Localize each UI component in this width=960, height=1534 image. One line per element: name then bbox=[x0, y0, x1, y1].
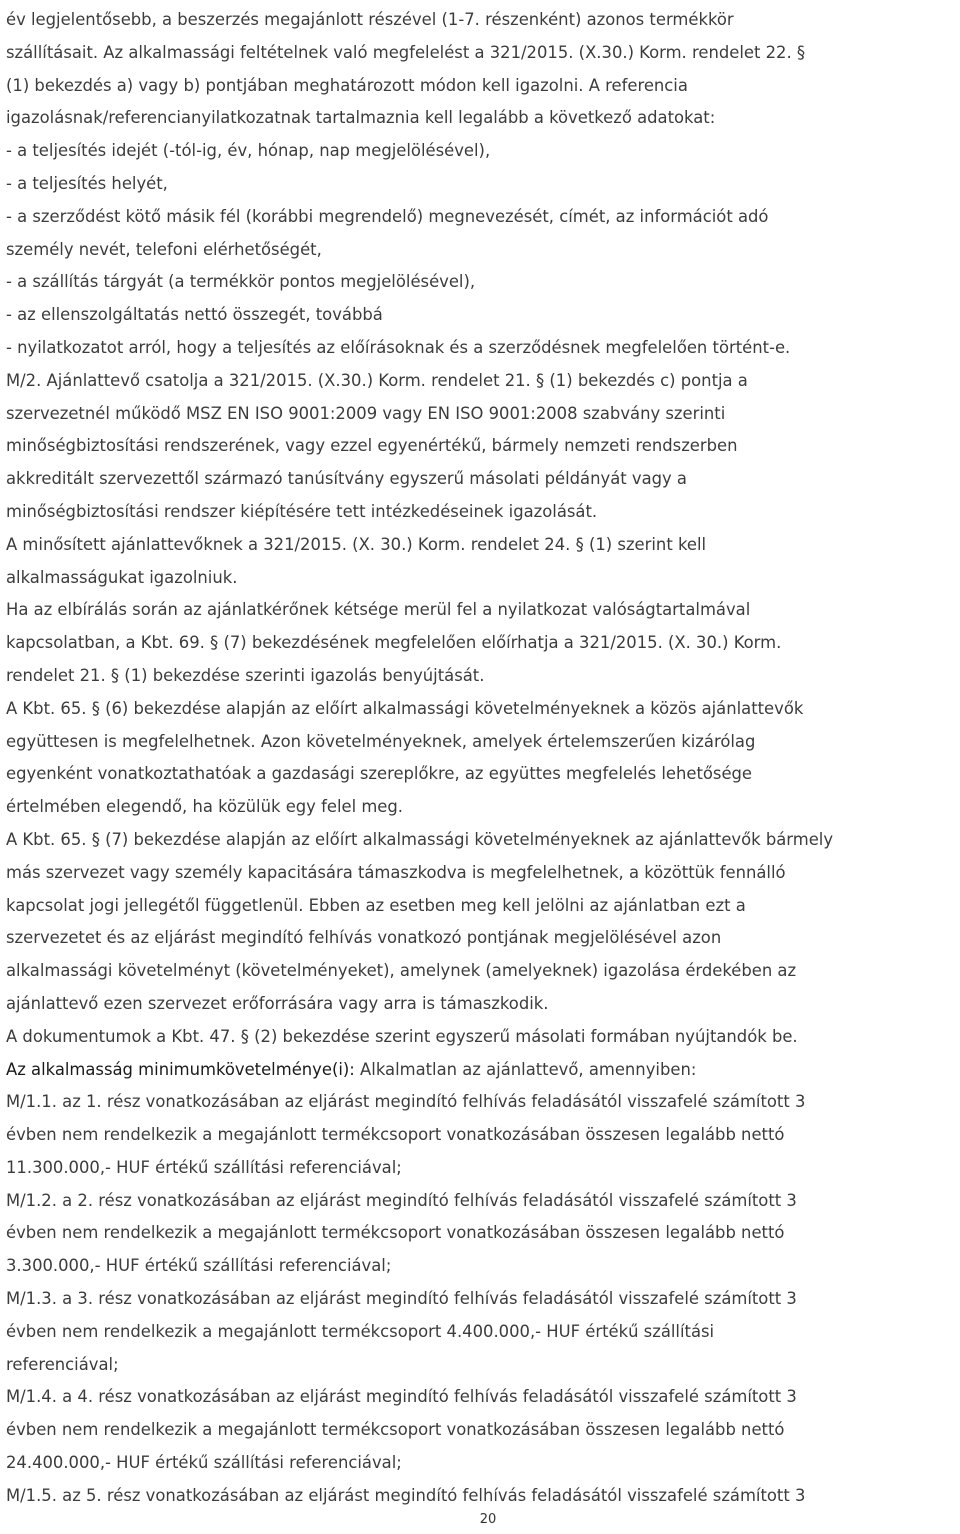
requirements-heading: Az alkalmasság minimumkövetelménye(i): bbox=[6, 1059, 355, 1079]
text-line: - a teljesítés helyét, bbox=[6, 173, 168, 193]
text-line: szervezetet és az eljárást megindító felhívás vonatkozó pontjának megjelölésével azon bbox=[6, 928, 722, 948]
text-line: egyenként vonatkoztathatóak a gazdasági szereplőkre, az együttes megfelelés lehetősége bbox=[6, 764, 753, 784]
text-line: - nyilatkozatot arról, hogy a teljesítés az előírásoknak és a szerződésnek megfelelően történt-e. bbox=[6, 337, 791, 357]
text-line: év legjelentősebb, a beszerzés megajánlott részével (1-7. részenként) azonos termékkör bbox=[6, 10, 734, 29]
text-line: M/1.4. a 4. rész vonatkozásában az eljárást megindító felhívás feladásától visszafelé számított 3 bbox=[6, 1387, 797, 1407]
text-line: rendelet 21. § (1) bekezdése szerinti igazolás benyújtását. bbox=[6, 665, 485, 685]
text-line: értelmében elegendő, ha közülük egy felel meg. bbox=[6, 797, 404, 817]
page-number: 20 bbox=[479, 1512, 497, 1527]
text-line: M/1.1. az 1. rész vonatkozásában az eljárást megindító felhívás feladásától visszafelé számított 3 bbox=[6, 1092, 806, 1112]
text-line: személy nevét, telefoni elérhetőségét, bbox=[6, 239, 322, 259]
text-line: A Kbt. 65. § (6) bekezdése alapján az előírt alkalmassági követelményeknek a közös ajánlattevők bbox=[6, 698, 804, 718]
text-line: akkreditált szervezettől származó tanúsítvány egyszerű másolati példányát vagy a bbox=[6, 469, 687, 489]
text-line: évben nem rendelkezik a megajánlott termékcsoport 4.400.000,- HUF értékű szállítási bbox=[6, 1321, 715, 1341]
text-line: 11.300.000,- HUF értékű szállítási referenciával; bbox=[6, 1157, 402, 1177]
text-line: szervezetnél működő MSZ EN ISO 9001:2009 vagy EN ISO 9001:2008 szabvány szerinti bbox=[6, 403, 726, 423]
text-line: A minősített ajánlattevőknek a 321/2015. (X. 30.) Korm. rendelet 24. § (1) szerint kell bbox=[6, 534, 707, 554]
text-line: - az ellenszolgáltatás nettó összegét, továbbá bbox=[6, 305, 383, 325]
text-line: (1) bekezdés a) vagy b) pontjában meghatározott módon kell igazolni. A referencia bbox=[6, 75, 688, 95]
text-line: Ha az elbírálás során az ajánlatkérőnek kétsége merül fel a nyilatkozat valóságtartalmával bbox=[6, 600, 751, 620]
text-line: évben nem rendelkezik a megajánlott termékcsoport vonatkozásában összesen legalább nettó bbox=[6, 1420, 785, 1440]
text-line: évben nem rendelkezik a megajánlott termékcsoport vonatkozásában összesen legalább nettó bbox=[6, 1125, 785, 1145]
text-line: A Kbt. 65. § (7) bekezdése alapján az előírt alkalmassági követelményeknek az ajánlattevők bármely bbox=[6, 829, 834, 849]
text-line: kapcsolatban, a Kbt. 69. § (7) bekezdésének megfelelően előírhatja a 321/2015. (X. 30.) Korm. bbox=[6, 633, 782, 653]
text-line: igazolásnak/referencianyilatkozatnak tartalmaznia kell legalább a következő adatokat: bbox=[6, 108, 716, 128]
text-line: 24.400.000,- HUF értékű szállítási referenciával; bbox=[6, 1453, 402, 1473]
text-line: minőségbiztosítási rendszerének, vagy ezzel egyenértékű, bármely nemzeti rendszerben bbox=[6, 436, 738, 456]
text-line: minőségbiztosítási rendszer kiépítésére tett intézkedéseinek igazolását. bbox=[6, 501, 598, 521]
text-line: M/1.2. a 2. rész vonatkozásában az eljárást megindító felhívás feladásától visszafelé számított 3 bbox=[6, 1190, 797, 1210]
text-line: kapcsolat jogi jellegétől függetlenül. Ebben az esetben meg kell jelölni az ajánlatban ezt a bbox=[6, 895, 746, 915]
text-line: együttesen is megfelelhetnek. Azon követelményeknek, amelyek értelemszerűen kizárólag bbox=[6, 731, 756, 751]
requirements-heading-line bbox=[6, 1054, 958, 1087]
text-line: szállításait. Az alkalmassági feltételnek való megfelelést a 321/2015. (X.30.) Korm. rendelet 22. § bbox=[6, 42, 806, 62]
text-line: referenciával; bbox=[6, 1354, 119, 1374]
text-line: - a teljesítés idejét (-tól-ig, év, hónap, nap megjelölésével), bbox=[6, 141, 491, 161]
text-line: alkalmasságukat igazolniuk. bbox=[6, 567, 238, 587]
text-line: M/1.3. a 3. rész vonatkozásában az eljárást megindító felhívás feladásától visszafelé számított 3 bbox=[6, 1289, 797, 1309]
text-line: M/1.5. az 5. rész vonatkozásában az eljárást megindító felhívás feladásától visszafelé számított 3 bbox=[6, 1485, 806, 1505]
text-line: M/2. Ajánlattevő csatolja a 321/2015. (X.30.) Korm. rendelet 21. § (1) bekezdés c) pontja a bbox=[6, 370, 748, 390]
text-line: - a szállítás tárgyát (a termékkör pontos megjelölésével), bbox=[6, 272, 476, 292]
text-line: más szervezet vagy személy kapacitására támaszkodva is megfelelhetnek, a közöttük fennálló bbox=[6, 862, 786, 882]
text-line: - a szerződést kötő másik fél (korábbi megrendelő) megnevezését, címét, az információt adó bbox=[6, 206, 769, 226]
requirements-intro: Alkalmatlan az ajánlattevő, amennyiben: bbox=[354, 1059, 697, 1079]
text-line: évben nem rendelkezik a megajánlott termékcsoport vonatkozásában összesen legalább nettó bbox=[6, 1223, 785, 1243]
text-line: ajánlattevő ezen szervezet erőforrására vagy arra is támaszkodik. bbox=[6, 993, 549, 1013]
text-line: 3.300.000,- HUF értékű szállítási referenciával; bbox=[6, 1256, 392, 1276]
document-body bbox=[6, 4, 958, 1513]
text-line: A dokumentumok a Kbt. 47. § (2) bekezdése szerint egyszerű másolati formában nyújtandók be. bbox=[6, 1026, 798, 1046]
text-line: alkalmassági követelményt (követelményeket), amelynek (amelyeknek) igazolása érdekében az bbox=[6, 961, 797, 981]
